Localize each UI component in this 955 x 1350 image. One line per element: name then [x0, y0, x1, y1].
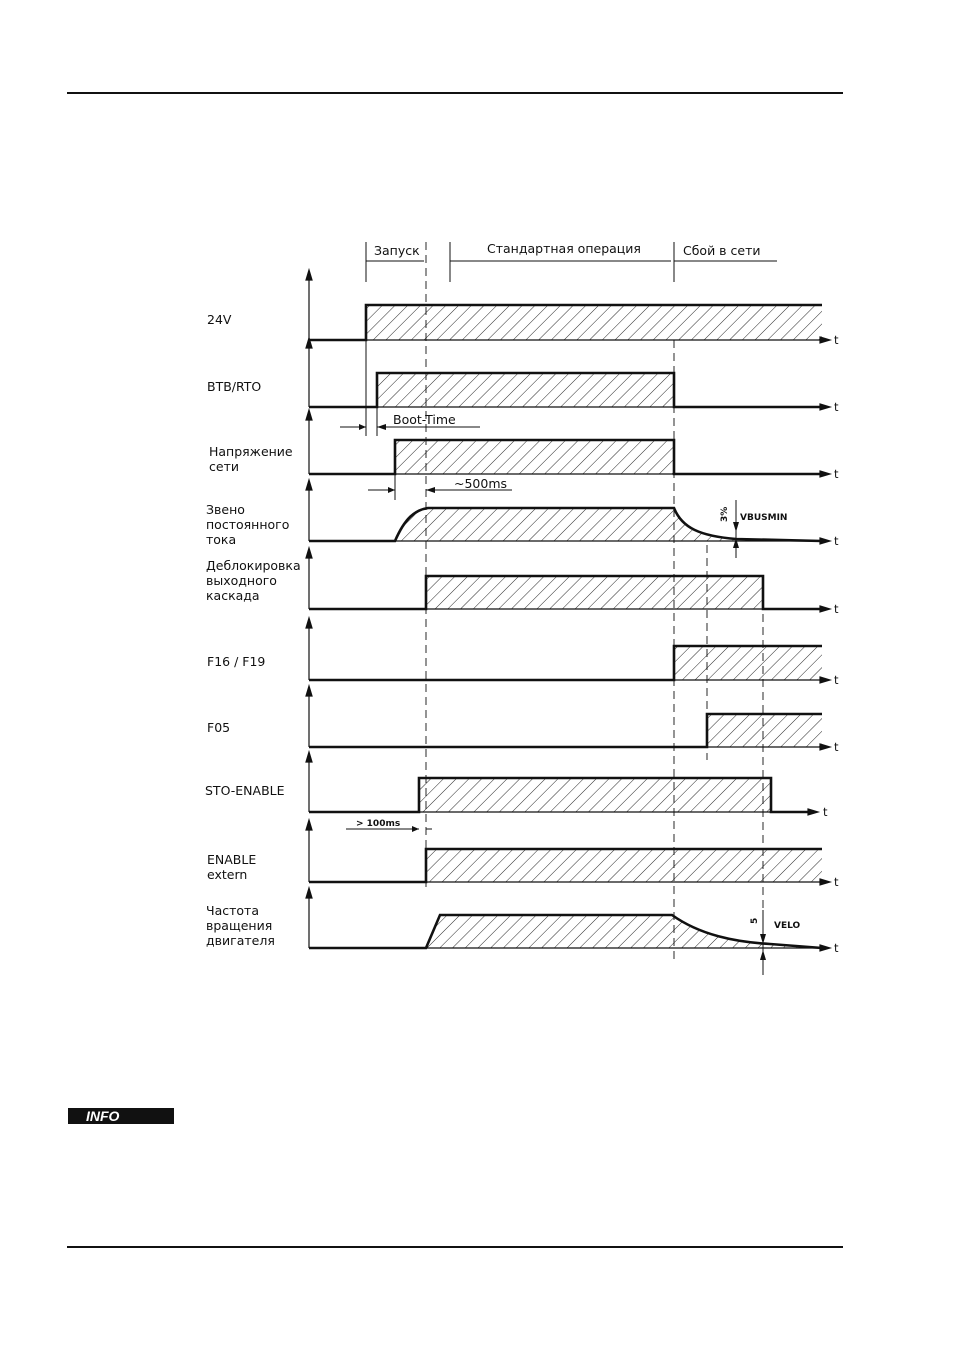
waveforms: [309, 305, 822, 948]
label-motor-speed: Частота вращения двигателя: [206, 903, 275, 948]
t-label: t: [834, 400, 839, 414]
delay-500ms-label: ~500ms: [454, 476, 508, 491]
phase-standard-label: Стандартная операция: [487, 241, 641, 256]
signal-labels: [205, 312, 301, 948]
t-label: t: [834, 602, 839, 616]
label-dc-link: Звено постоянного тока: [206, 502, 290, 547]
label-sto-enable: STO-ENABLE: [205, 783, 285, 798]
wave-enable-fill: [426, 849, 822, 882]
t-label: t: [834, 467, 839, 481]
label-f05: F05: [207, 720, 231, 735]
t-label: t: [834, 673, 839, 687]
t-label: t: [823, 805, 828, 819]
wave-outstage-fill: [426, 576, 763, 609]
label-24v: 24V: [207, 312, 232, 327]
wave-f16-fill: [674, 646, 822, 680]
info-badge: INFO: [68, 1108, 174, 1124]
percent-label: 3%: [720, 506, 730, 522]
wave-btb-fill: [377, 373, 674, 407]
t-label: t: [834, 534, 839, 548]
boot-time-label: Boot-Time: [393, 412, 456, 427]
vbusmin-label: VBUSMIN: [740, 513, 788, 523]
label-mains-voltage: Напряжение сети: [209, 444, 293, 474]
wave-sto-fill: [419, 778, 771, 812]
wave-24v-fill: [366, 305, 822, 340]
time-axis-labels: [823, 333, 839, 955]
t-label: t: [834, 941, 839, 955]
t-label: t: [834, 875, 839, 889]
t-label: t: [834, 333, 839, 347]
label-f16-f19: F16 / F19: [207, 654, 266, 669]
velo-label: VELO: [774, 921, 801, 931]
label-btb-rto: BTB/RTO: [207, 379, 262, 394]
five-label: 5: [750, 917, 760, 924]
phase-header: [366, 241, 777, 282]
phase-failure-label: Сбой в сети: [683, 243, 761, 258]
delay-100ms-label: > 100ms: [356, 819, 401, 829]
phase-startup-label: Запуск: [374, 243, 420, 258]
label-enable-extern: ENABLE extern: [207, 852, 257, 882]
wave-f05-fill: [707, 714, 822, 747]
wave-mains-fill: [395, 440, 674, 474]
t-label: t: [834, 740, 839, 754]
label-output-stage: Деблокировка выходного каскада: [206, 558, 301, 603]
